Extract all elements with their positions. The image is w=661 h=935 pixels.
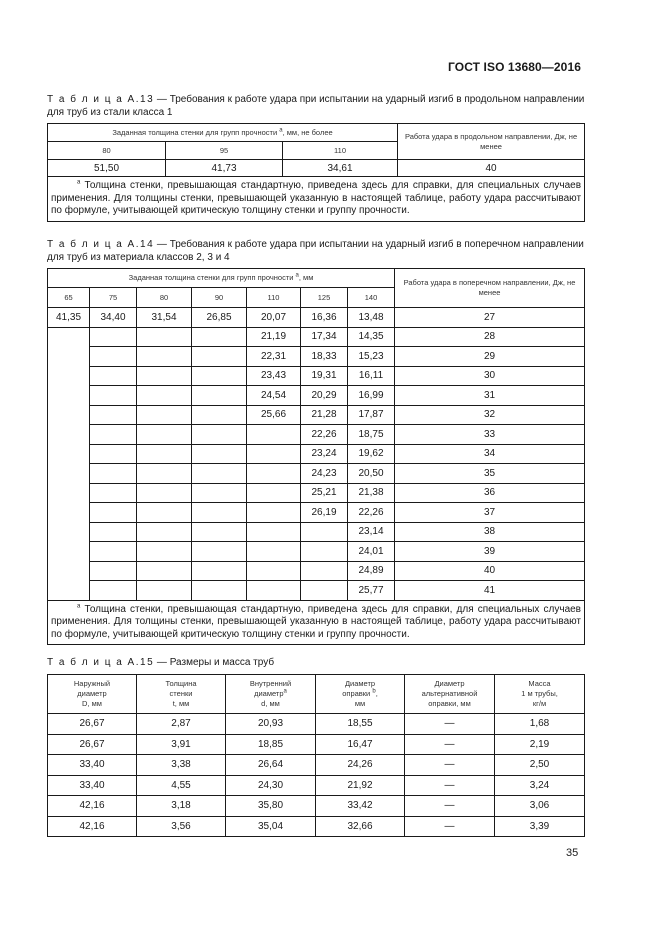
table-cell: 42,16	[48, 796, 137, 817]
table-cell: 19,62	[348, 444, 395, 464]
table-a14-title: — Требования к работе удара при испытании на ударный изгиб в поперечном направлении для труб из материала классов 2, 3 и 4	[47, 239, 584, 263]
table-row	[48, 366, 585, 386]
a13-group: 95	[166, 142, 283, 160]
table-cell: 24,30	[226, 775, 316, 796]
table-cell: 16,47	[316, 734, 405, 755]
table-cell	[137, 425, 192, 445]
a15-column-header: Внутренний диаметр$^a$ d, мм	[226, 675, 316, 714]
table-cell: 31,54	[137, 308, 192, 328]
table-cell	[137, 483, 192, 503]
table-cell	[137, 405, 192, 425]
table-cell: 15,23	[348, 347, 395, 367]
table-cell: 29	[395, 347, 585, 367]
table-cell	[192, 386, 247, 406]
table-row	[48, 425, 585, 445]
table-cell	[192, 444, 247, 464]
table-a13-title: — Требования к работе удара при испытании на ударный изгиб в продольном направлении для труб из стали класса 1	[47, 94, 585, 118]
table-cell	[247, 561, 301, 581]
table-cell	[192, 405, 247, 425]
table-cell: 21,19	[247, 327, 301, 347]
table-cell: 33,42	[316, 796, 405, 817]
table-cell: 24,01	[348, 542, 395, 562]
table-cell: 13,48	[348, 308, 395, 328]
table-row	[48, 327, 585, 347]
table-cell: 26,64	[226, 755, 316, 776]
table-cell: 22,26	[348, 503, 395, 523]
a13-head-thickness: Заданная толщина стенки для групп прочности $^а$, мм, не более	[48, 124, 398, 142]
table-cell: 24,23	[301, 464, 348, 484]
table-cell	[247, 581, 301, 601]
table-row	[48, 503, 585, 523]
table-cell: 24,26	[316, 755, 405, 776]
table-a13	[47, 123, 585, 222]
table-cell: 2,87	[137, 714, 226, 735]
table-cell: 26,67	[48, 714, 137, 735]
table-cell	[192, 503, 247, 523]
table-cell: 22,26	[301, 425, 348, 445]
table-cell	[247, 425, 301, 445]
table-cell	[90, 425, 137, 445]
table-cell: 27	[395, 308, 585, 328]
table-cell: 2,50	[495, 755, 585, 776]
table-cell: 28	[395, 327, 585, 347]
table-cell	[192, 347, 247, 367]
table-cell: 33	[395, 425, 585, 445]
table-cell: 23,43	[247, 366, 301, 386]
table-row	[48, 464, 585, 484]
standard-code: ГОСТ ISO 13680—2016	[448, 60, 581, 74]
table-a15	[47, 674, 585, 837]
a14-group: 110	[247, 288, 301, 308]
table-cell	[90, 327, 137, 347]
table-cell: 18,85	[226, 734, 316, 755]
table-cell: —	[405, 775, 495, 796]
table-row	[48, 796, 585, 817]
table-cell: 30	[395, 366, 585, 386]
table-cell	[90, 464, 137, 484]
a13-group: 80	[48, 142, 166, 160]
table-cell: 34,61	[283, 160, 398, 177]
footnote-text: Толщина стенки, превышающая стандартную, приведена здесь для справки, для специальных случаев применения. Для толщины стенки, превышающей указанную в настоящей таблице, работу удара рассчитывают по формуле, учитывающей критическую толщину стенки и группу прочности.	[51, 603, 581, 640]
table-cell: 39	[395, 542, 585, 562]
table-cell	[247, 542, 301, 562]
table-cell	[137, 444, 192, 464]
table-row	[48, 714, 585, 735]
table-cell	[90, 561, 137, 581]
table-cell	[137, 503, 192, 523]
table-cell	[137, 366, 192, 386]
footnote-mark: а	[77, 603, 81, 610]
a13-footnote	[48, 177, 585, 222]
table-a14-caption	[47, 238, 585, 264]
table-cell: 37	[395, 503, 585, 523]
table-cell: 25,66	[247, 405, 301, 425]
table-cell: 3,38	[137, 755, 226, 776]
table-cell	[192, 483, 247, 503]
table-cell	[192, 464, 247, 484]
table-row	[48, 816, 585, 837]
a13-group: 110	[283, 142, 398, 160]
table-cell	[90, 581, 137, 601]
table-cell: —	[405, 816, 495, 837]
table-cell: 16,11	[348, 366, 395, 386]
table-cell: 19,31	[301, 366, 348, 386]
table-row	[48, 542, 585, 562]
table-row	[48, 775, 585, 796]
a14-group: 125	[301, 288, 348, 308]
table-cell: 24,54	[247, 386, 301, 406]
table-cell	[192, 366, 247, 386]
a14-group: 75	[90, 288, 137, 308]
table-cell	[301, 581, 348, 601]
table-cell: 3,39	[495, 816, 585, 837]
table-a15-title: — Размеры и масса труб	[154, 657, 275, 668]
table-a14	[47, 268, 585, 645]
table-cell	[247, 522, 301, 542]
table-cell: 32,66	[316, 816, 405, 837]
table-cell: 3,06	[495, 796, 585, 817]
table-cell	[137, 464, 192, 484]
table-row	[48, 160, 585, 177]
table-cell: 17,34	[301, 327, 348, 347]
table-cell: 14,35	[348, 327, 395, 347]
table-cell	[192, 542, 247, 562]
table-cell	[137, 522, 192, 542]
table-cell: 34,40	[90, 308, 137, 328]
table-cell	[192, 425, 247, 445]
table-cell: 35,80	[226, 796, 316, 817]
a15-column-header: Масса 1 м трубы, кг/м	[495, 675, 585, 714]
table-cell	[90, 444, 137, 464]
table-cell: 21,38	[348, 483, 395, 503]
table-row	[48, 405, 585, 425]
table-cell: —	[405, 755, 495, 776]
table-a14-label: Т а б л и ц а А.14	[47, 239, 155, 250]
table-cell	[90, 405, 137, 425]
a14-head-work: Работа удара в поперечном направлении, Дж, не менее	[395, 269, 585, 308]
a14-group: 65	[48, 288, 90, 308]
table-cell: 40	[398, 160, 585, 177]
table-row	[48, 581, 585, 601]
table-cell: 41	[395, 581, 585, 601]
table-row	[48, 522, 585, 542]
table-cell	[90, 483, 137, 503]
table-cell: 18,55	[316, 714, 405, 735]
table-cell	[90, 347, 137, 367]
table-row	[48, 483, 585, 503]
a13-head-work: Работа удара в продольном направлении, Дж, не менее	[398, 124, 585, 160]
table-cell: 21,28	[301, 405, 348, 425]
table-cell: 41,35	[48, 308, 90, 328]
table-cell: 41,73	[166, 160, 283, 177]
table-cell	[192, 581, 247, 601]
table-cell: 20,93	[226, 714, 316, 735]
table-cell	[301, 542, 348, 562]
a14-footnote	[48, 600, 585, 645]
a15-column-header: Диаметр оправки $^b$, мм	[316, 675, 405, 714]
table-cell: 31	[395, 386, 585, 406]
a15-column-header: Наружный диаметр D, мм	[48, 675, 137, 714]
table-cell: 20,29	[301, 386, 348, 406]
table-cell: 26,19	[301, 503, 348, 523]
table-cell: 32	[395, 405, 585, 425]
table-cell: 22,31	[247, 347, 301, 367]
table-cell	[90, 503, 137, 523]
table-cell: 35,04	[226, 816, 316, 837]
table-row	[48, 755, 585, 776]
a14-group: 140	[348, 288, 395, 308]
table-cell	[137, 581, 192, 601]
table-cell	[137, 561, 192, 581]
table-cell: 1,68	[495, 714, 585, 735]
table-cell: 20,07	[247, 308, 301, 328]
table-cell	[90, 522, 137, 542]
table-cell: 3,56	[137, 816, 226, 837]
table-cell: 36	[395, 483, 585, 503]
table-cell	[137, 327, 192, 347]
table-cell	[192, 561, 247, 581]
table-a13-label: Т а б л и ц а А.13	[47, 94, 155, 105]
table-cell: 3,18	[137, 796, 226, 817]
table-cell	[247, 503, 301, 523]
table-cell	[90, 366, 137, 386]
table-row	[48, 561, 585, 581]
table-cell: 3,91	[137, 734, 226, 755]
a14-group: 80	[137, 288, 192, 308]
table-cell: —	[405, 734, 495, 755]
table-a15-caption	[47, 656, 585, 669]
table-cell	[247, 483, 301, 503]
table-cell: 24,89	[348, 561, 395, 581]
table-cell	[301, 561, 348, 581]
table-cell: 18,33	[301, 347, 348, 367]
table-cell: 26,67	[48, 734, 137, 755]
table-cell: 34	[395, 444, 585, 464]
table-cell: 4,55	[137, 775, 226, 796]
table-cell: 17,87	[348, 405, 395, 425]
table-cell: 3,24	[495, 775, 585, 796]
table-row	[48, 347, 585, 367]
table-cell	[137, 542, 192, 562]
table-a15-label: Т а б л и ц а А.15	[47, 657, 155, 668]
table-cell: 16,99	[348, 386, 395, 406]
table-cell	[137, 347, 192, 367]
table-cell: 25,21	[301, 483, 348, 503]
table-cell	[137, 386, 192, 406]
table-cell: 20,50	[348, 464, 395, 484]
table-cell: 26,85	[192, 308, 247, 328]
table-cell: 18,75	[348, 425, 395, 445]
a15-column-header: Толщина стенки t, мм	[137, 675, 226, 714]
a14-group: 90	[192, 288, 247, 308]
table-cell: 38	[395, 522, 585, 542]
table-row	[48, 444, 585, 464]
table-cell: 51,50	[48, 160, 166, 177]
table-cell: 33,40	[48, 755, 137, 776]
table-cell: 23,14	[348, 522, 395, 542]
table-cell	[90, 542, 137, 562]
table-row	[48, 308, 585, 328]
table-cell: 21,92	[316, 775, 405, 796]
table-cell: —	[405, 714, 495, 735]
page-number: 35	[566, 847, 579, 859]
table-cell: 33,40	[48, 775, 137, 796]
table-cell	[247, 464, 301, 484]
a14-head-thickness: Заданная толщина стенки для групп прочности $^а$, мм	[48, 269, 395, 288]
footnote-text: Толщина стенки, превышающая стандартную, приведена здесь для справки, для специальных случаев применения. Для толщины стенки, превышающей указанную в настоящей таблице, работу удара рассчитывают по формуле, учитывающей критическую толщину стенки и группу прочности.	[51, 180, 582, 216]
table-row	[48, 734, 585, 755]
footnote-mark: а	[77, 179, 81, 186]
blank-cell	[48, 327, 90, 600]
table-cell: 35	[395, 464, 585, 484]
table-cell: 23,24	[301, 444, 348, 464]
table-cell	[192, 522, 247, 542]
table-cell	[301, 522, 348, 542]
table-cell: 40	[395, 561, 585, 581]
table-cell: 42,16	[48, 816, 137, 837]
table-cell	[90, 386, 137, 406]
table-row	[48, 386, 585, 406]
table-cell: 25,77	[348, 581, 395, 601]
a15-column-header: Диаметр альтернативной оправки, мм	[405, 675, 495, 714]
table-cell: 2,19	[495, 734, 585, 755]
table-cell	[192, 327, 247, 347]
table-a13-caption	[47, 93, 585, 119]
table-cell: —	[405, 796, 495, 817]
table-cell	[247, 444, 301, 464]
table-cell: 16,36	[301, 308, 348, 328]
